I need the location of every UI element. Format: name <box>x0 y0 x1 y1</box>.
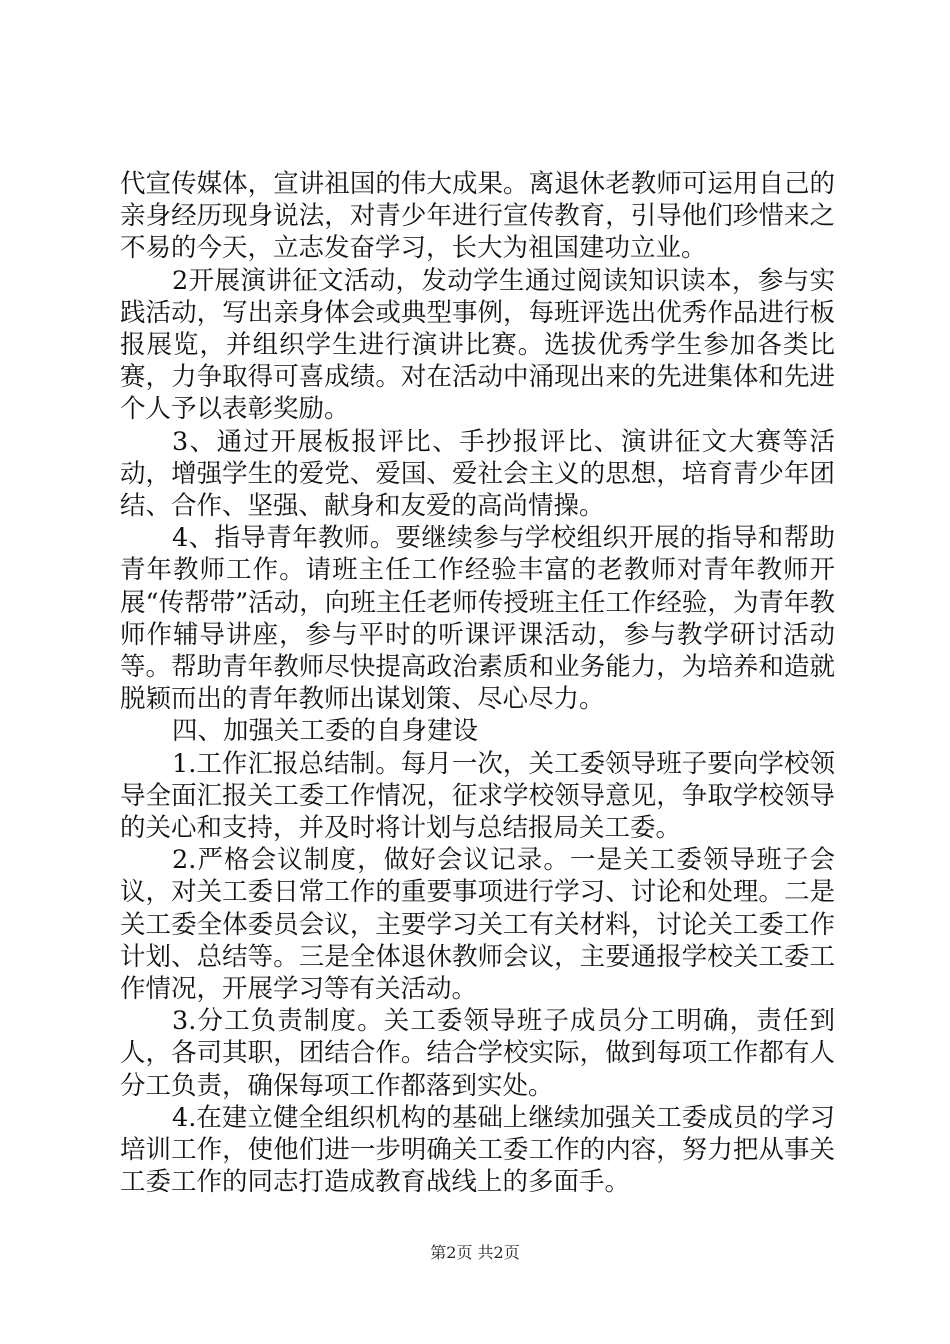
paragraph-responsibility-system: 3.分工负责制度。关工委领导班子成员分工明确，责任到人，各司其职，团结合作。结合学校实际，做到每项工作都有人分工负责，确保每项工作都落到实处。 <box>120 1006 835 1101</box>
paragraph-speech-essay: 2开展演讲征文活动，发动学生通过阅读知识读本，参与实践活动，写出亲身体会或典型事例，每班评选出优秀作品进行板报展览，并组织学生进行演讲比赛。选拔优秀学生参加各类比赛，力争取得可喜成绩。对在活动中涌现出来的先进集体和先进个人予以表彰奖励。 <box>120 265 835 425</box>
document-body <box>120 168 835 1199</box>
section-heading: 四、加强关工委的自身建设 <box>172 716 479 747</box>
paragraph-continuation: 代宣传媒体，宣讲祖国的伟大成果。离退休老教师可运用自己的亲身经历现身说法，对青少年进行宣传教育，引导他们珍惜来之不易的今天，立志发奋学习，长大为祖国建功立业。 <box>120 169 835 264</box>
paragraph-young-teachers: 4、指导青年教师。要继续参与学校组织开展的指导和帮助青年教师工作。请班主任工作经验丰富的老教师对青年教师开展“传帮带”活动，向班主任老师传授班主任工作经验，为青年教师作辅导讲座，参与平时的听课评课活动，参与教学研讨活动等。帮助青年教师尽快提高政治素质和业务能力，为培养和造就脱颖而出的青年教师出谋划策、尽心尽力。 <box>120 523 835 715</box>
paragraph-meeting-system: 2.严格会议制度，做好会议记录。一是关工委领导班子会议，对关工委日常工作的重要事项进行学习、讨论和处理。二是关工委全体委员会议，主要学习关工有关材料，讨论关工委工作计划、总结等。三是全体退休教师会议，主要通报学校关工委工作情况，开展学习等有关活动。 <box>120 845 835 1005</box>
page-footer: 第2页 共2页 <box>430 1243 520 1262</box>
paragraph-report-system: 1.工作汇报总结制。每月一次，关工委领导班子要向学校领导全面汇报关工委工作情况，征求学校领导意见，争取学校领导的关心和支持，并及时将计划与总结报局关工委。 <box>120 748 835 844</box>
paragraph-training: 4.在建立健全组织机构的基础上继续加强关工委成员的学习培训工作，使他们进一步明确关工委工作的内容，努力把从事关工委工作的同志打造成教育战线上的多面手。 <box>120 1102 835 1198</box>
paragraph-board-contest: 3、通过开展板报评比、手抄报评比、演讲征文大赛等活动，增强学生的爱党、爱国、爱社会主义的思想，培育青少年团结、合作、坚强、献身和友爱的高尚情操。 <box>120 426 835 522</box>
